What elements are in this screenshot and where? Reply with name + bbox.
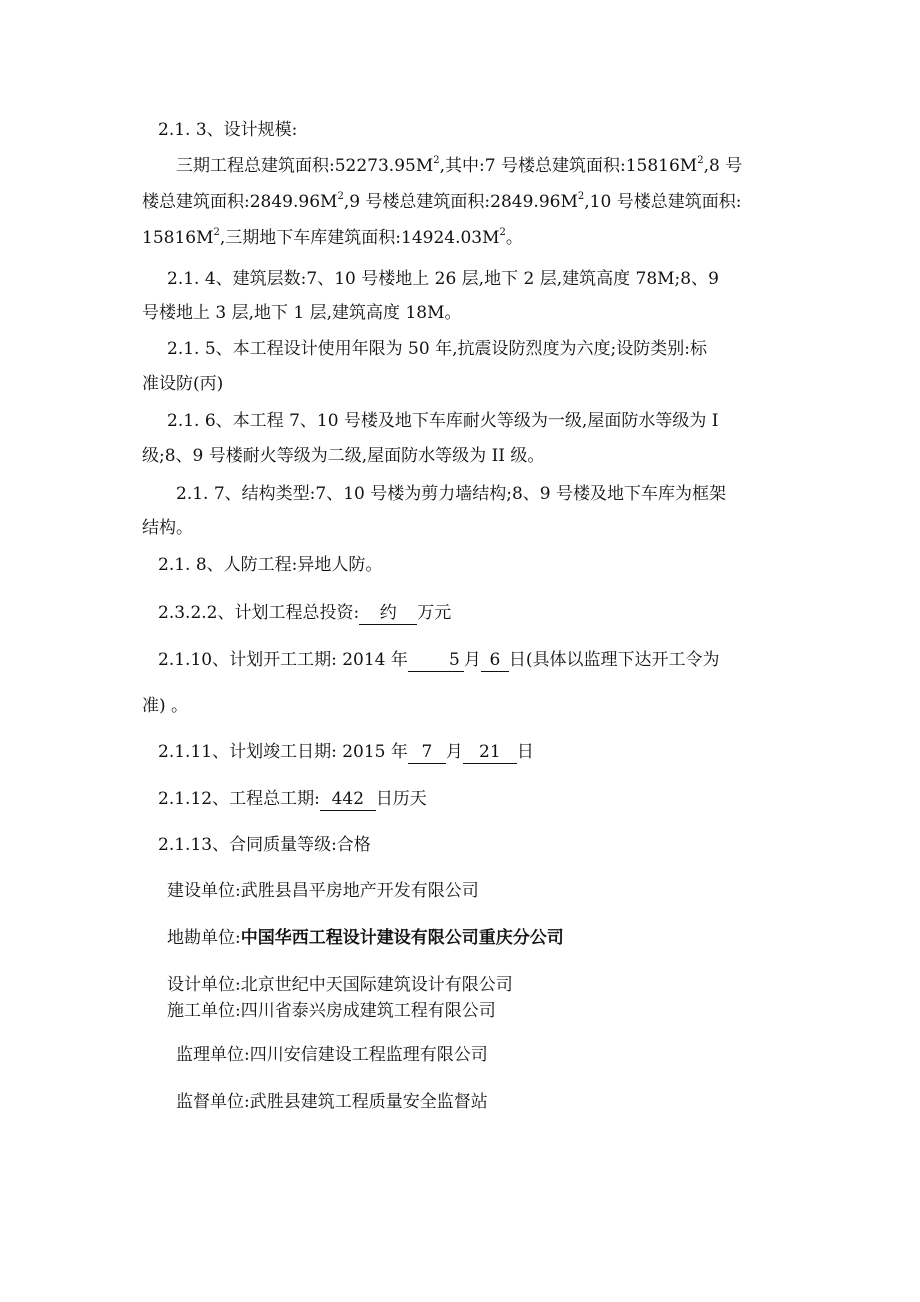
total-duration-line: 2.1.12、工程总工期: 442 日历天 [158, 789, 427, 809]
service-life-line-1: 2.1. 5、本工程设计使用年限为 50 年,抗震设防烈度为六度;设防类别:标 [167, 339, 707, 359]
completion-month: 7 [408, 741, 446, 764]
completion-day: 21 [463, 741, 517, 764]
building-floors-line-1: 2.1. 4、建筑层数:7、10 号楼地上 26 层,地下 2 层,建筑高度 78M;8、9 [167, 269, 719, 289]
building-floors-line-2: 号楼地上 3 层,地下 1 层,建筑高度 18M。 [142, 303, 462, 323]
service-life-line-2: 准设防(丙) [142, 374, 224, 394]
start-month: 5 [408, 649, 464, 672]
design-unit: 设计单位:北京世纪中天国际建筑设计有限公司 [167, 975, 513, 995]
structure-type-line-1: 2.1. 7、结构类型:7、10 号楼为剪力墙结构;8、9 号楼及地下车库为框架 [176, 484, 727, 504]
investment-line: 2.3.2.2、计划工程总投资: 约 万元 [158, 603, 452, 623]
investment-value: 约 [359, 602, 417, 625]
design-scale-line-3: $15816M^2$,三期地下车库建筑面积$:14924.03M^2$。 [142, 227, 523, 248]
fire-rating-line-1: 2.1. 6、本工程 7、10 号楼及地下车库耐火等级为一级,屋面防水等级为 I [167, 411, 719, 431]
design-scale-line-2: 楼总建筑面积$:2849.96M^2,9$ 号楼总建筑面积$:2849.96M^2,10$ 号楼总建筑面积: [142, 191, 742, 212]
builder-unit: 施工单位:四川省泰兴房成建筑工程有限公司 [167, 1001, 496, 1021]
fire-rating-line-2: 级;8、9 号楼耐火等级为二级,屋面防水等级为 II 级。 [142, 446, 545, 466]
design-scale-line-1: 三期工程总建筑面积$:52273.95M^2$,其中:7 号楼总建筑面积$:15816M^2,8$ 号 [176, 155, 743, 176]
design-scale-heading: 2.1. 3、设计规模: [158, 120, 298, 140]
construction-unit: 建设单位:武胜县昌平房地产开发有限公司 [167, 881, 479, 901]
quality-grade-line: 2.1.13、合同质量等级:合格 [158, 835, 371, 855]
supervision-unit: 监理单位:四川安信建设工程监理有限公司 [176, 1045, 488, 1065]
start-date-line-1: 2.1.10、计划开工工期: 2014 年 5 月 6 日(具体以监理下达开工令为 [158, 650, 720, 670]
total-duration-value: 442 [320, 788, 376, 811]
structure-type-line-2: 结构。 [142, 518, 193, 538]
start-day: 6 [481, 649, 509, 672]
survey-unit: 地勘单位:中国华西工程设计建设有限公司重庆分公司 [167, 928, 564, 948]
oversight-unit: 监督单位:武胜县建筑工程质量安全监督站 [176, 1092, 488, 1112]
civil-defense-line: 2.1. 8、人防工程:异地人防。 [158, 555, 383, 575]
completion-date-line: 2.1.11、计划竣工日期: 2015 年 7 月 21 日 [158, 742, 534, 762]
start-date-line-2: 准) 。 [142, 696, 189, 716]
